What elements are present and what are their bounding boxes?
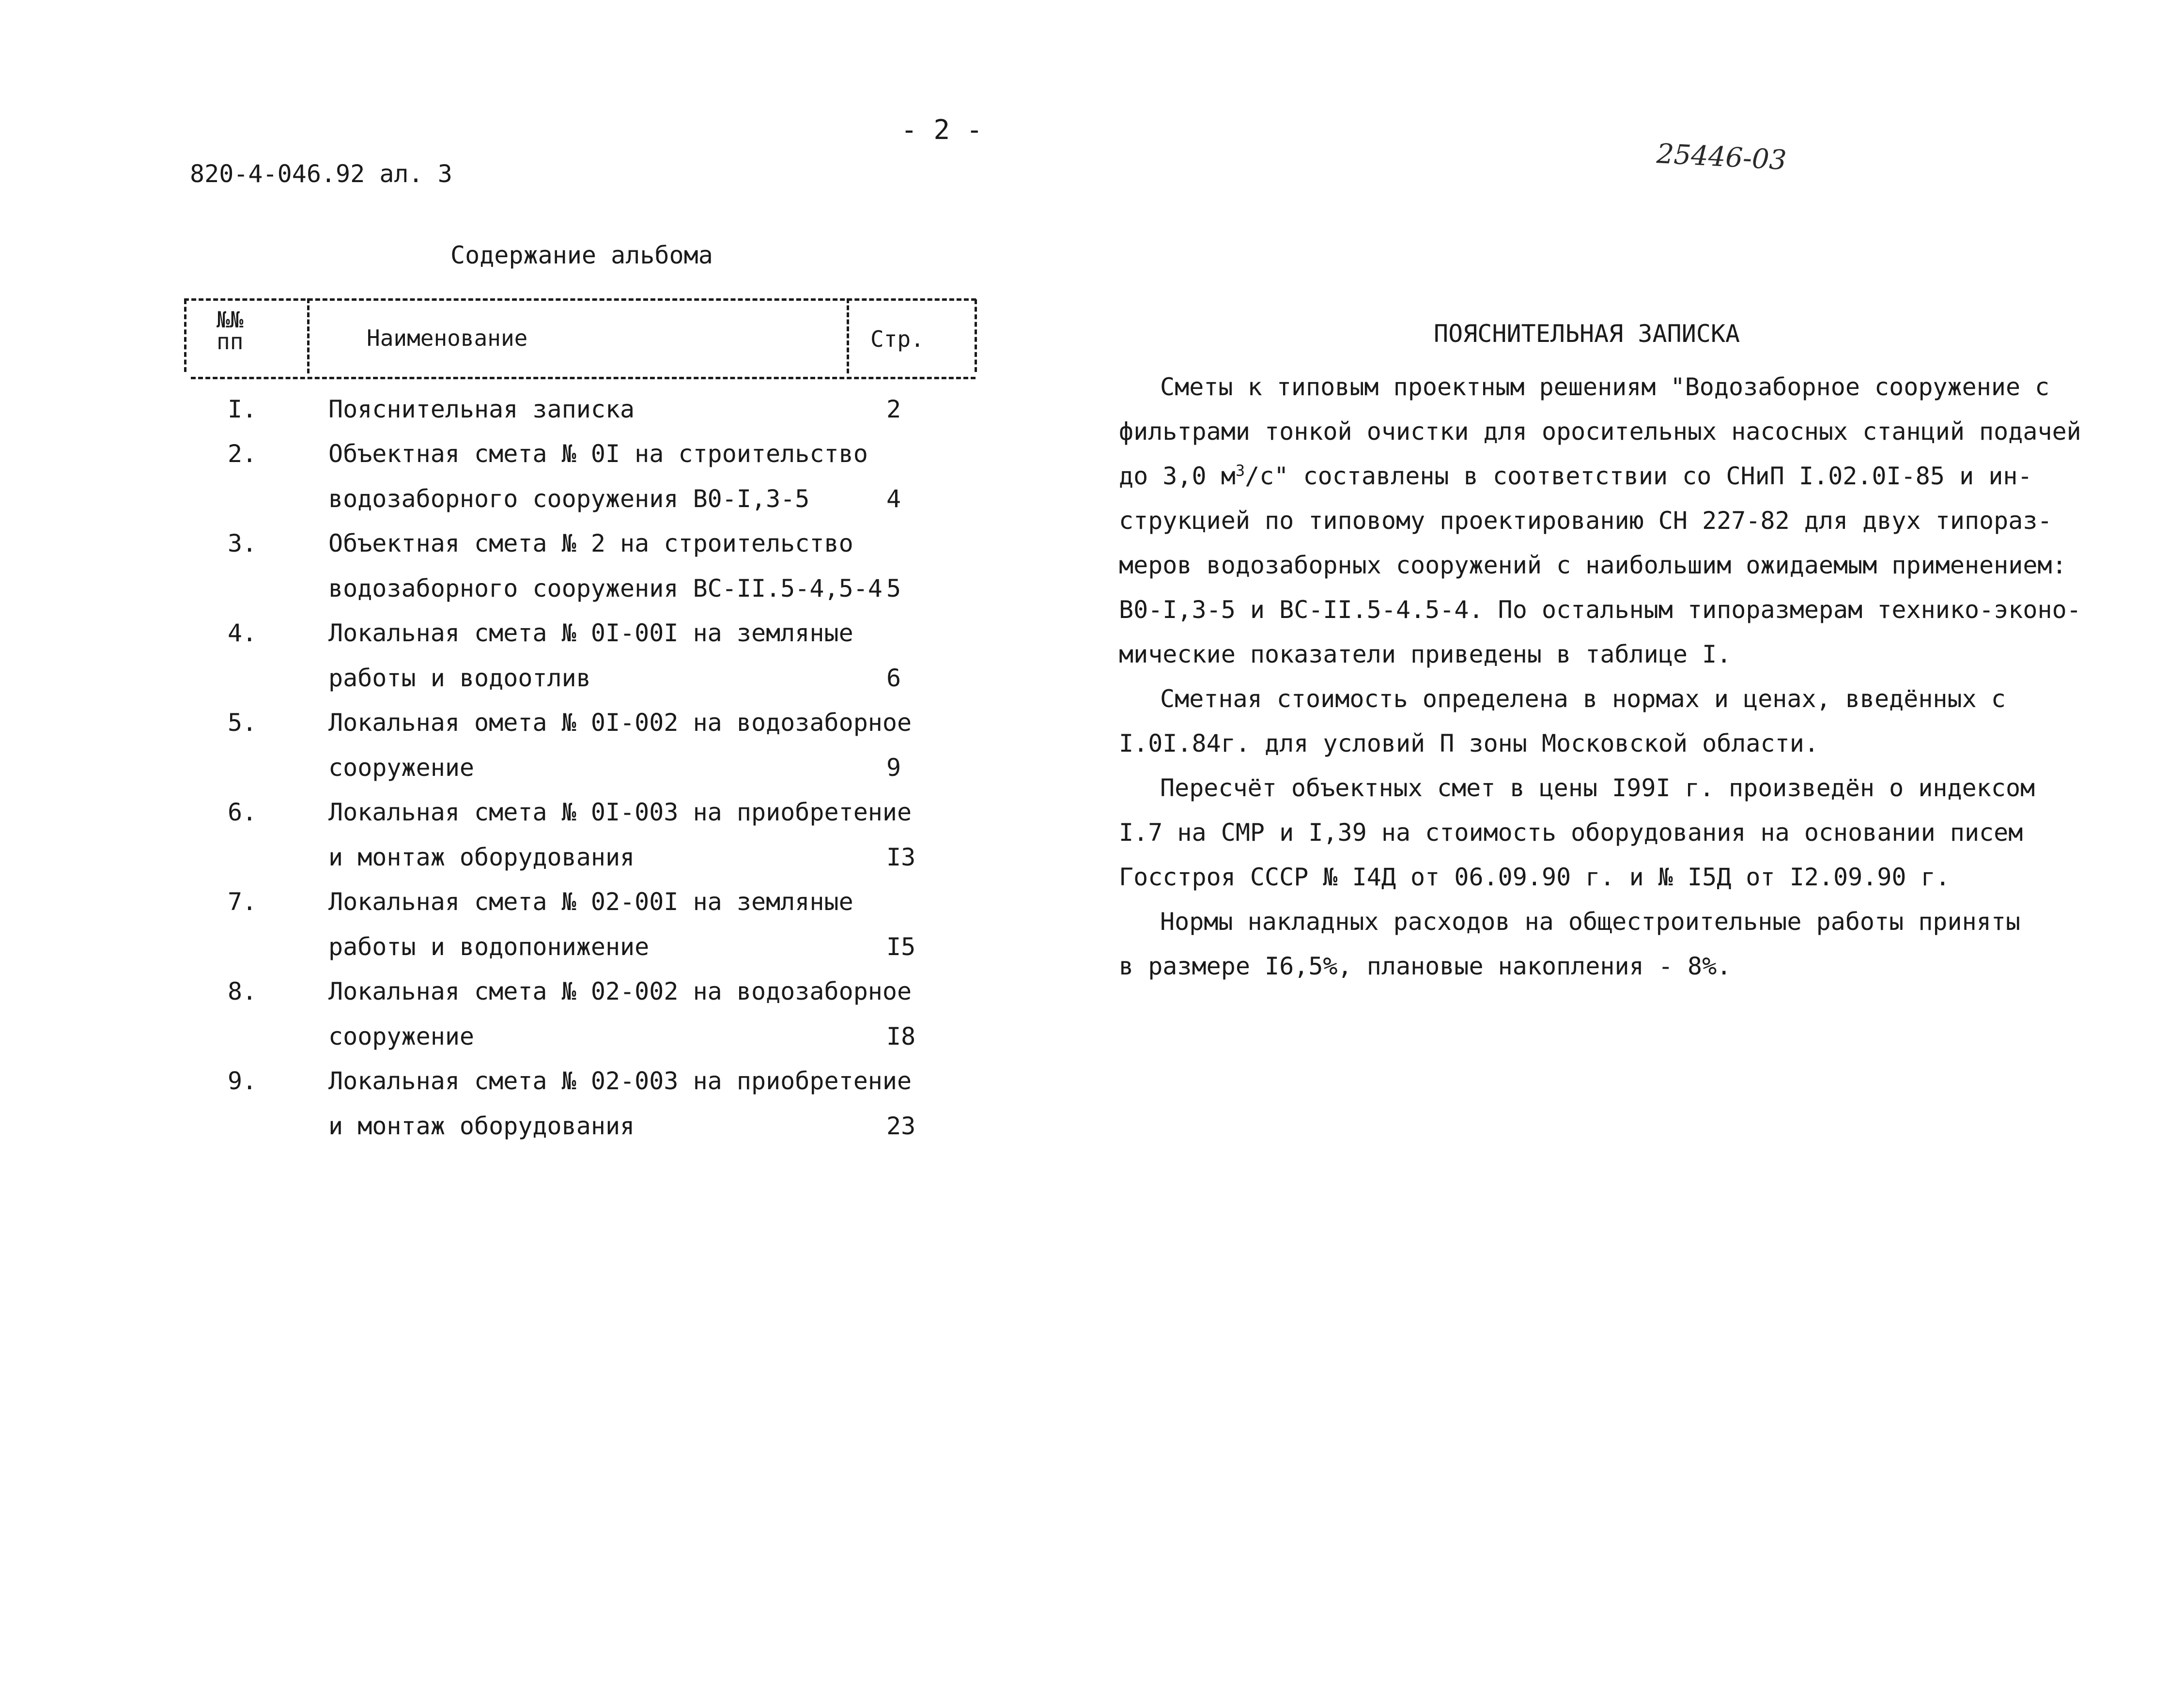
item-title-continued: работы и водоотлив <box>328 664 591 692</box>
item-title-continued: работы и водопонижение <box>328 933 650 961</box>
table-top-border <box>184 298 976 301</box>
item-title-continued: и монтаж оборудования <box>328 1112 635 1140</box>
item-page: I8 <box>886 1022 916 1050</box>
list-item <box>0 619 993 709</box>
item-number: 5. <box>228 709 257 737</box>
document-code: 820-4-046.92 ал. 3 <box>190 160 452 188</box>
item-title: Локальная смета № 02-00I на земляные <box>328 888 853 916</box>
item-title-continued: сооружение <box>328 1022 475 1050</box>
item-title: Локальная смета № 0I-003 на приобретение <box>328 798 912 826</box>
note-paragraph-line: Нормы накладных расходов на общестроительные работы приняты <box>1160 908 2021 936</box>
item-title: Локальная смета № 0I-00I на земляные <box>328 619 853 647</box>
table-left-border <box>184 299 186 372</box>
item-page: 23 <box>886 1112 916 1140</box>
handwritten-number: 25446-03 <box>1656 138 1787 176</box>
item-page: I5 <box>886 933 916 961</box>
column-header-name: Наименование <box>367 325 528 351</box>
item-page: 9 <box>886 754 901 782</box>
item-title-continued: и монтаж оборудования <box>328 843 635 871</box>
item-title-continued: сооружение <box>328 754 475 782</box>
item-page: 2 <box>886 395 901 423</box>
item-title-continued: водозаборного сооружения ВС-II.5-4,5-4 <box>328 574 883 602</box>
note-paragraph-line: Сметная стоимость определена в нормах и ценах, введённых с <box>1160 685 2006 713</box>
note-paragraph-line: в размере I6,5%, плановые накопления - 8%. <box>1119 952 1732 980</box>
item-title: Объектная смета № 0I на строительство <box>328 440 868 468</box>
item-number: 6. <box>228 798 257 826</box>
item-number: 8. <box>228 977 257 1005</box>
item-number: 7. <box>228 888 257 916</box>
table-divider-2 <box>847 298 849 373</box>
note-paragraph-line: Пересчёт объектных смет в цены I99I г. произведён о индексом <box>1160 774 2035 802</box>
list-item <box>0 440 993 529</box>
item-number: 2. <box>228 440 257 468</box>
page-number: - 2 - <box>901 114 983 146</box>
list-item <box>0 888 993 977</box>
note-paragraph-line: Госстроя СССР № I4Д от 06.09.90 г. и № I5Д от I2.09.90 г. <box>1119 863 1950 891</box>
note-paragraph-line: до 3,0 $м^3/с$" составлены в соответствии со СНиП I.02.0I-85 и ин- <box>1119 461 2032 490</box>
note-paragraph-line: фильтрами тонкой очистки для оросительных насосных станций подачей <box>1119 417 2081 446</box>
column-header-page: Стр. <box>870 326 924 352</box>
table-header-bottom-border <box>191 377 976 379</box>
list-item <box>0 709 993 798</box>
note-paragraph-line: I.0I.84г. для условий П зоны Московской области. <box>1119 729 1819 757</box>
item-title: Локальная смета № 02-002 на водозаборное <box>328 977 912 1005</box>
table-divider-1 <box>307 298 310 373</box>
note-paragraph-line: I.7 на СМР и I,39 на стоимость оборудования на основании писем <box>1119 819 2023 847</box>
item-title: Пояснительная записка <box>328 395 635 423</box>
note-paragraph-line: меров водозаборных сооружений с наибольшим ожидаемым применением: <box>1119 551 2067 579</box>
note-paragraph-line: струкцией по типовому проектированию СН 227-82 для двух типораз- <box>1119 507 2052 535</box>
note-paragraph-line: В0-I,3-5 и ВС-II.5-4.5-4. По остальным типоразмерам технико-эконо- <box>1119 596 2081 624</box>
item-number: 3. <box>228 529 257 557</box>
list-item <box>0 529 993 619</box>
item-page: I3 <box>886 843 916 871</box>
contents-table-header <box>180 294 979 386</box>
list-item <box>0 977 993 1067</box>
item-number: 4. <box>228 619 257 647</box>
note-paragraph-line: мические показатели приведены в таблице I. <box>1119 640 1732 668</box>
item-number: 9. <box>228 1067 257 1095</box>
item-page: 4 <box>886 485 901 513</box>
item-page: 6 <box>886 664 901 692</box>
item-title: Локальная смета № 02-003 на приобретение <box>328 1067 912 1095</box>
item-page: 5 <box>886 574 901 602</box>
column-header-num-1: №№ <box>217 307 244 333</box>
list-item <box>0 798 993 888</box>
item-title-continued: водозаборного сооружения В0-I,3-5 <box>328 485 810 513</box>
list-item <box>0 1067 993 1157</box>
note-paragraph-line: Сметы к типовым проектным решениям "Водозаборное сооружение с <box>1160 373 2050 401</box>
item-number: I. <box>228 395 257 423</box>
table-right-border <box>975 299 977 372</box>
item-title: Локальная омета № 0I-002 на водозаборное <box>328 709 912 737</box>
column-header-num-2: пп <box>217 328 244 355</box>
note-title: ПОЯСНИТЕЛЬНАЯ ЗАПИСКА <box>1434 320 1740 348</box>
contents-title: Содержание альбома <box>450 241 713 269</box>
item-title: Объектная смета № 2 на строительство <box>328 529 853 557</box>
